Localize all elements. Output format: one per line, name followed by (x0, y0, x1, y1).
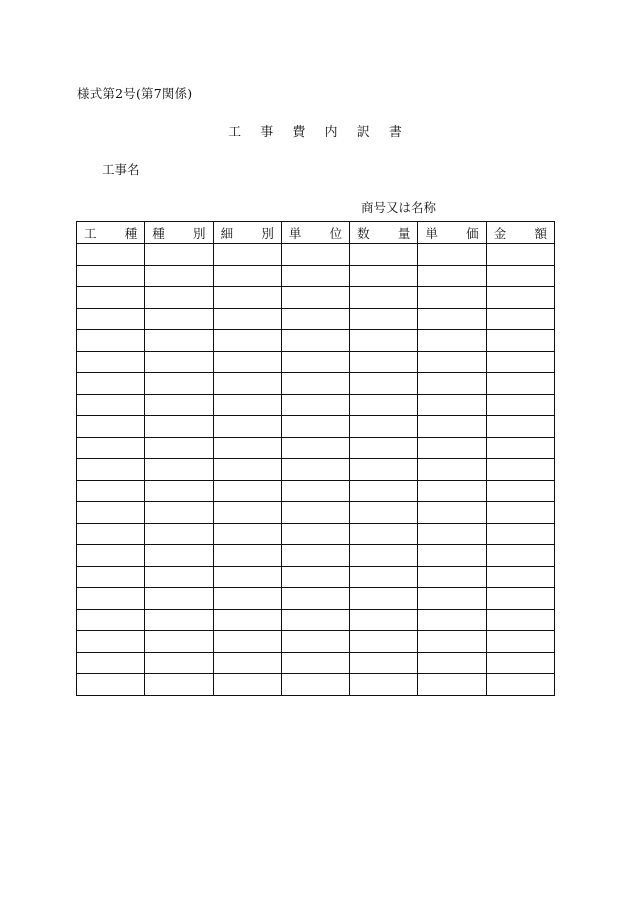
table-cell[interactable] (145, 265, 213, 287)
header-quantity: 数 量 (350, 222, 418, 244)
table-cell[interactable] (486, 480, 554, 502)
table-cell[interactable] (350, 416, 418, 438)
table-cell[interactable] (486, 330, 554, 352)
table-cell[interactable] (418, 502, 486, 524)
table-cell[interactable] (281, 480, 349, 502)
table-cell[interactable] (418, 523, 486, 545)
table-cell[interactable] (350, 287, 418, 309)
table-cell[interactable] (350, 373, 418, 395)
table-cell[interactable] (486, 502, 554, 524)
header-subcategory: 細 別 (213, 222, 281, 244)
table-cell[interactable] (418, 416, 486, 438)
table-cell[interactable] (418, 674, 486, 696)
table-cell[interactable] (145, 545, 213, 567)
table-cell[interactable] (213, 373, 281, 395)
table-cell[interactable] (213, 652, 281, 674)
table-cell[interactable] (350, 244, 418, 266)
table-cell[interactable] (77, 566, 145, 588)
table-header-row (77, 222, 555, 244)
table-cell[interactable] (350, 330, 418, 352)
table-cell[interactable] (213, 351, 281, 373)
table-cell[interactable] (281, 351, 349, 373)
table-cell[interactable] (281, 373, 349, 395)
title-char: 訳 (356, 125, 370, 140)
table-row (77, 459, 555, 481)
table-cell[interactable] (486, 609, 554, 631)
table-cell[interactable] (281, 588, 349, 610)
table-cell[interactable] (281, 459, 349, 481)
project-name-label: 工事名 (102, 162, 140, 177)
table-row (77, 588, 555, 610)
table-cell[interactable] (281, 609, 349, 631)
table-cell[interactable] (418, 609, 486, 631)
table-cell[interactable] (350, 566, 418, 588)
table-cell[interactable] (77, 609, 145, 631)
table-cell[interactable] (213, 265, 281, 287)
table-cell[interactable] (145, 394, 213, 416)
table-cell[interactable] (486, 287, 554, 309)
table-cell[interactable] (145, 437, 213, 459)
table-cell[interactable] (77, 480, 145, 502)
table-cell[interactable] (281, 674, 349, 696)
table-cell[interactable] (350, 652, 418, 674)
header-category: 種 別 (145, 222, 213, 244)
table-cell[interactable] (213, 459, 281, 481)
table-cell[interactable] (281, 652, 349, 674)
table-cell[interactable] (77, 674, 145, 696)
table-cell[interactable] (350, 545, 418, 567)
table-row (77, 373, 555, 395)
table-row (77, 566, 555, 588)
table-cell[interactable] (350, 523, 418, 545)
table-cell[interactable] (486, 416, 554, 438)
table-cell[interactable] (350, 308, 418, 330)
form-number: 様式第2号(第7関係) (77, 86, 193, 101)
table-cell[interactable] (350, 631, 418, 653)
table-cell[interactable] (213, 308, 281, 330)
table-cell[interactable] (145, 308, 213, 330)
table-cell[interactable] (350, 480, 418, 502)
table-cell[interactable] (213, 609, 281, 631)
table-cell[interactable] (418, 588, 486, 610)
table-cell[interactable] (213, 545, 281, 567)
table-cell[interactable] (77, 416, 145, 438)
table-cell[interactable] (77, 244, 145, 266)
table-cell[interactable] (213, 566, 281, 588)
table-cell[interactable] (145, 287, 213, 309)
company-name-label: 商号又は名称 (361, 200, 437, 215)
table-cell[interactable] (77, 394, 145, 416)
table-cell[interactable] (281, 330, 349, 352)
table-cell[interactable] (145, 674, 213, 696)
table-row (77, 609, 555, 631)
table-cell[interactable] (77, 502, 145, 524)
table-cell[interactable] (213, 416, 281, 438)
table-cell[interactable] (281, 523, 349, 545)
table-cell[interactable] (418, 545, 486, 567)
table-cell[interactable] (77, 351, 145, 373)
table-cell[interactable] (145, 480, 213, 502)
table-cell[interactable] (350, 394, 418, 416)
table-cell[interactable] (418, 330, 486, 352)
table-cell[interactable] (418, 566, 486, 588)
table-cell[interactable] (418, 480, 486, 502)
table-cell[interactable] (486, 459, 554, 481)
table-cell[interactable] (486, 566, 554, 588)
table-cell[interactable] (77, 373, 145, 395)
header-amount: 金 額 (486, 222, 554, 244)
table-cell[interactable] (418, 287, 486, 309)
table-cell[interactable] (486, 351, 554, 373)
table-cell[interactable] (213, 394, 281, 416)
table-cell[interactable] (418, 437, 486, 459)
table-cell[interactable] (281, 545, 349, 567)
table-cell[interactable] (77, 437, 145, 459)
table-cell[interactable] (145, 459, 213, 481)
table-cell[interactable] (418, 394, 486, 416)
table-cell[interactable] (145, 351, 213, 373)
table-cell[interactable] (145, 523, 213, 545)
table-cell[interactable] (281, 394, 349, 416)
table-cell[interactable] (145, 566, 213, 588)
table-body (77, 244, 555, 696)
table-row (77, 394, 555, 416)
table-cell[interactable] (418, 652, 486, 674)
table-cell[interactable] (486, 394, 554, 416)
table-cell[interactable] (77, 308, 145, 330)
table-cell[interactable] (486, 588, 554, 610)
table-cell[interactable] (145, 652, 213, 674)
table-cell[interactable] (486, 244, 554, 266)
table-cell[interactable] (281, 566, 349, 588)
table-cell[interactable] (486, 373, 554, 395)
table-cell[interactable] (213, 330, 281, 352)
table-cell[interactable] (418, 631, 486, 653)
table-cell[interactable] (350, 588, 418, 610)
table-cell[interactable] (213, 631, 281, 653)
table-cell[interactable] (486, 523, 554, 545)
table-cell[interactable] (77, 631, 145, 653)
table-row (77, 480, 555, 502)
table-cell[interactable] (350, 609, 418, 631)
table-cell[interactable] (77, 523, 145, 545)
table-row (77, 674, 555, 696)
title-char: 費 (292, 125, 306, 140)
table-cell[interactable] (213, 502, 281, 524)
table-row (77, 351, 555, 373)
table-cell[interactable] (213, 674, 281, 696)
table-cell[interactable] (77, 287, 145, 309)
table-cell[interactable] (281, 416, 349, 438)
table-row (77, 330, 555, 352)
table-cell[interactable] (350, 437, 418, 459)
table-cell[interactable] (281, 437, 349, 459)
table-cell[interactable] (418, 244, 486, 266)
table-cell[interactable] (350, 502, 418, 524)
table-cell[interactable] (486, 437, 554, 459)
table-cell[interactable] (145, 416, 213, 438)
title-char: 工 (228, 125, 242, 140)
table-cell[interactable] (213, 588, 281, 610)
title-char: 事 (260, 125, 274, 140)
document-title (0, 121, 630, 140)
table-cell[interactable] (486, 674, 554, 696)
table-cell[interactable] (77, 330, 145, 352)
table-cell[interactable] (77, 459, 145, 481)
table-row (77, 287, 555, 309)
table-cell[interactable] (213, 480, 281, 502)
table-cell[interactable] (145, 502, 213, 524)
table-cell[interactable] (213, 523, 281, 545)
table-row (77, 502, 555, 524)
table-cell[interactable] (486, 265, 554, 287)
header-unit-price: 単 価 (418, 222, 486, 244)
table-cell[interactable] (213, 437, 281, 459)
table-cell[interactable] (145, 609, 213, 631)
title-char: 内 (324, 125, 338, 140)
table-cell[interactable] (77, 545, 145, 567)
table-cell[interactable] (418, 459, 486, 481)
table-cell[interactable] (213, 287, 281, 309)
table-cell[interactable] (145, 588, 213, 610)
table-cell[interactable] (145, 330, 213, 352)
table-cell[interactable] (213, 244, 281, 266)
table-row (77, 631, 555, 653)
table-row (77, 416, 555, 438)
table-cell[interactable] (486, 631, 554, 653)
table-row (77, 308, 555, 330)
table-cell[interactable] (145, 631, 213, 653)
table-cell[interactable] (281, 265, 349, 287)
table-cell[interactable] (281, 244, 349, 266)
table-cell[interactable] (350, 351, 418, 373)
table-cell[interactable] (350, 265, 418, 287)
table-cell[interactable] (77, 588, 145, 610)
table-cell[interactable] (350, 459, 418, 481)
table-row (77, 523, 555, 545)
table-cell[interactable] (486, 652, 554, 674)
table-cell[interactable] (77, 265, 145, 287)
table-cell[interactable] (418, 308, 486, 330)
table-cell[interactable] (486, 545, 554, 567)
table-cell[interactable] (281, 308, 349, 330)
table-cell[interactable] (350, 674, 418, 696)
table-cell[interactable] (145, 244, 213, 266)
table-cell[interactable] (418, 265, 486, 287)
table-cell[interactable] (145, 373, 213, 395)
table-cell[interactable] (486, 308, 554, 330)
header-unit: 単 位 (281, 222, 349, 244)
table-row (77, 437, 555, 459)
header-construction-type: 工 種 (77, 222, 145, 244)
table-row (77, 652, 555, 674)
title-char: 書 (388, 125, 402, 140)
table-row (77, 545, 555, 567)
table-cell[interactable] (281, 631, 349, 653)
cost-breakdown-table (76, 221, 555, 696)
table-cell[interactable] (281, 502, 349, 524)
table-cell[interactable] (77, 652, 145, 674)
table-cell[interactable] (418, 373, 486, 395)
table-cell[interactable] (281, 287, 349, 309)
table-row (77, 244, 555, 266)
table-cell[interactable] (418, 351, 486, 373)
table-row (77, 265, 555, 287)
